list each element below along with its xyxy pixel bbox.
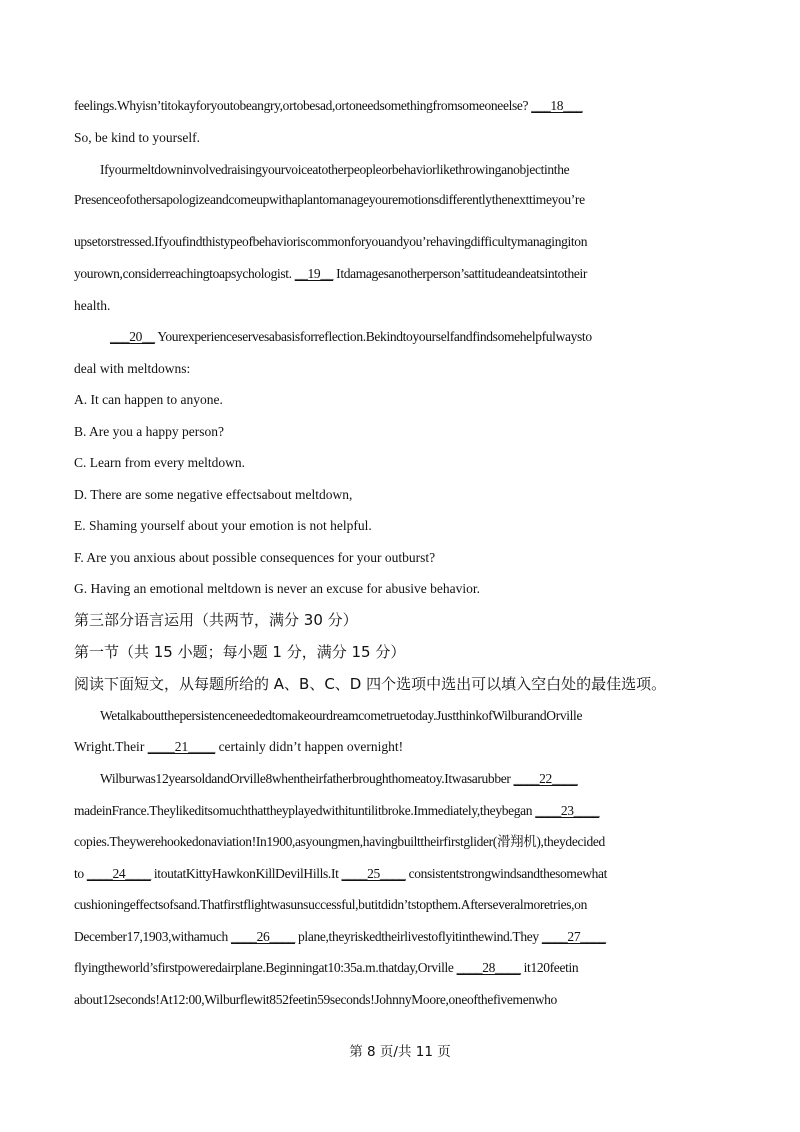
line-text: itoutatKittyHawkonKillDevilHills.It [153,866,339,881]
option-d: D. There are some negative effectsabout meltdown, [74,487,353,502]
line-text: madeinFrance.Theylikeditsomuchthattheyplayedwithituntilitbroke.Immediately,theybegan [74,803,533,818]
answer-blank-22: ____22____ [513,771,578,786]
answer-blank-21: ____21____ [147,739,216,754]
answer-blank-18: ___18___ [531,98,583,113]
line-text: it120feetin [523,960,579,975]
text-line: deal with meltdowns: [74,361,191,376]
option-g: G. Having an emotional meltdown is never an excuse for abusive behavior. [74,581,481,596]
answer-blank-27: ____27____ [541,929,606,944]
option-e: E. Shaming yourself about your emotion is not helpful. [74,518,372,533]
option-a: A. It can happen to anyone. [74,392,223,407]
page-footer: 第 8 页/共 11 页 [349,1044,451,1060]
passage-line [74,866,607,882]
passage-line [74,929,606,945]
answer-blank-25: ____25____ [341,866,406,881]
text-line: health. [74,298,111,313]
answer-blank-19: __19__ [294,266,334,281]
passage-line: Wetalkaboutthepersistenceneededtomakeourdreamcometruetoday.JustthinkofWilburandOrville [100,708,583,723]
passage-line: cushioningeffectsofsand.Thatfirstflightwasunsuccessful,butitdidn’tstopthem.Afterseveralmoretries,on [74,897,587,912]
option-f: F. Are you anxious about possible consequences for your outburst? [74,550,436,565]
line-text: Wright.Their [74,739,145,754]
passage-line: copies.Theywerehookedonaviation!In1900,asyoungmen,havingbuilttheirfirstglider(滑翔机),theydecided [74,834,605,849]
option-c: C. Learn from every meltdown. [74,455,245,470]
text-line: So, be kind to yourself. [74,130,200,145]
passage-line: about12seconds!At12:00,Wilburflewit852feetin59seconds!JohnnyMoore,oneofthefivemenwho [74,992,557,1007]
text-line [110,329,592,345]
line-text: yourown,considerreachingtoapsychologist. [74,266,292,281]
text-line: Presenceofothersapologizeandcomeupwithaplantomanageyouremotionsdifferentlythenexttimeyou’re [74,192,585,207]
line-text: December17,1903,withamuch [74,929,228,944]
passage-line [74,739,403,755]
line-text: flyingtheworld’sfirstpoweredairplane.Beginningat10:35a.m.thatday,Orville [74,960,454,975]
line-text: consistentstrongwindsandthesomewhat [408,866,608,881]
text-line: Ifyourmeltdowninvolvedraisingyourvoiceatotherpeopleorbehaviorlikethrowinganobjectinthe [100,162,570,177]
answer-blank-26: ____26____ [230,929,295,944]
passage-line [74,960,578,976]
answer-blank-20: ___20__ [110,329,155,344]
answer-blank-23: ____23____ [535,803,600,818]
passage-line [74,803,599,819]
line-text: Yourexperienceservesabasisforreflection.Bekindtoyourselfandfindsomehelpfulwaysto [157,329,592,344]
section-heading-part3: 第三部分语言运用（共两节，满分 30 分） [74,611,358,629]
line-text: feelings.Whyisn’titokayforyoutobeangry,ortobesad,ortoneedsomethingfromsomeoneelse? [74,98,529,113]
instructions: 阅读下面短文，从每题所给的 A、B、C、D 四个选项中选出可以填入空白处的最佳选项。 [74,675,667,693]
passage-line [100,771,578,787]
answer-blank-24: ____24____ [86,866,151,881]
text-line [74,98,582,114]
line-text: certainly didn’t happen overnight! [218,739,404,754]
line-text: Itdamagesanotherperson’sattitudeandeatsintotheir [336,266,588,281]
option-b: B. Are you a happy person? [74,424,224,439]
line-text: plane,theyriskedtheirlivestoflyitinthewind.They [298,929,539,944]
line-text: Wilburwas12yearsoldandOrville8whentheirfatherbroughthomeatoy.Itwasarubber [100,771,511,786]
text-line [74,266,587,282]
section-heading-sec1: 第一节（共 15 小题；每小题 1 分，满分 15 分） [74,643,406,661]
text-line: upsetorstressed.Ifyoufindthistypeofbehavioriscommonforyouandyou’rehavingdifficultymanagingiton [74,234,588,249]
line-text: to [74,866,84,881]
answer-blank-28: ____28____ [456,960,521,975]
